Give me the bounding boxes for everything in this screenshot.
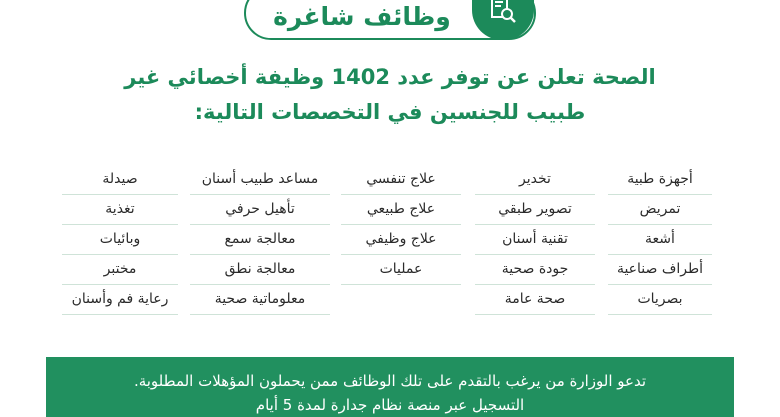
specialty-item: أجهزة طبية — [608, 165, 712, 195]
specialty-item: معالجة نطق — [190, 255, 330, 285]
specialties-column-4 — [190, 165, 330, 315]
specialty-item: تأهيل حرفي — [190, 195, 330, 225]
announcement-line-2: طبيب للجنسين في التخصصات التالية: — [194, 100, 586, 124]
specialty-item: أطراف صناعية — [608, 255, 712, 285]
document-search-icon — [489, 0, 517, 24]
footer-line-1: تدعو الوزارة من يرغب بالتقدم على تلك الوظائف ممن يحملون المؤهلات المطلوبة. — [133, 372, 647, 390]
specialties-column-2 — [475, 165, 595, 315]
specialties-column-3 — [341, 165, 461, 285]
specialties-column-5 — [62, 165, 178, 315]
specialty-item: صحة عامة — [475, 285, 595, 315]
specialty-item: علاج تنفسي — [341, 165, 461, 195]
header-title: وظائف شاغرة — [273, 2, 451, 31]
specialty-item: عمليات — [341, 255, 461, 285]
specialty-item: صيدلة — [62, 165, 178, 195]
specialty-item: معالجة سمع — [190, 225, 330, 255]
specialty-item: رعاية فم وأسنان — [62, 285, 178, 315]
specialty-item: مساعد طبيب أسنان — [190, 165, 330, 195]
specialty-item: تصوير طبقي — [475, 195, 595, 225]
specialty-item: بصريات — [608, 285, 712, 315]
specialties-column-1 — [608, 165, 712, 315]
footer-banner — [46, 357, 734, 417]
specialty-item: علاج وظيفي — [341, 225, 461, 255]
specialty-item: أشعة — [608, 225, 712, 255]
specialty-item: علاج طبيعي — [341, 195, 461, 225]
specialty-item: وبائيات — [62, 225, 178, 255]
specialty-item: تمريض — [608, 195, 712, 225]
specialty-item: تخدير — [475, 165, 595, 195]
specialty-item: تقنية أسنان — [475, 225, 595, 255]
announcement-line-1: الصحة تعلن عن توفر عدد 1402 وظيفة أخصائي غير — [124, 65, 656, 89]
specialty-item: جودة صحية — [475, 255, 595, 285]
specialty-item: مختبر — [62, 255, 178, 285]
specialty-item: تغذية — [62, 195, 178, 225]
footer-line-2: التسجيل عبر منصة نظام جدارة لمدة 5 أيام — [255, 396, 525, 414]
specialty-item: معلوماتية صحية — [190, 285, 330, 315]
